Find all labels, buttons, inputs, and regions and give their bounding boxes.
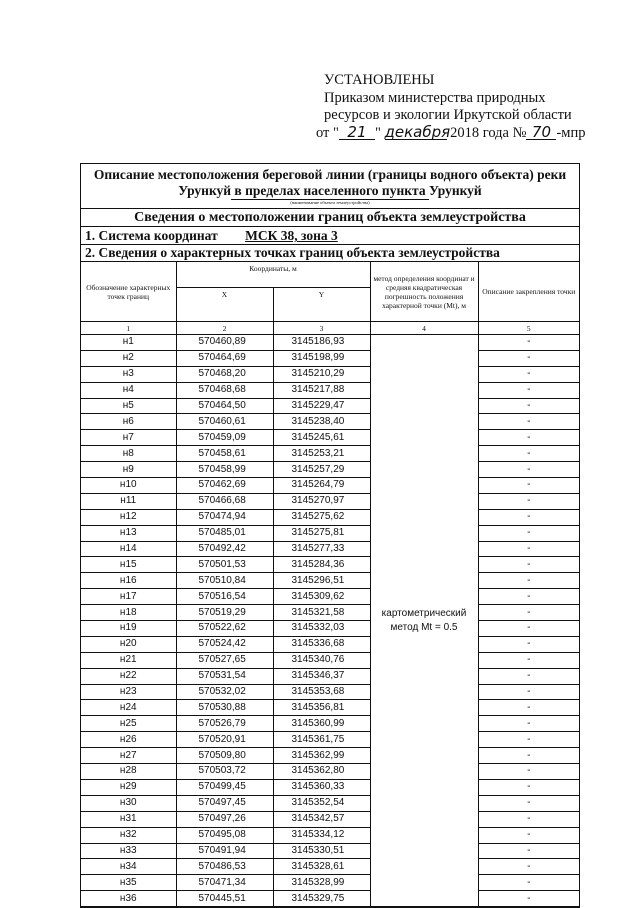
coord-x: 570531,54 <box>176 668 273 684</box>
approval-date-line <box>316 122 616 143</box>
coord-y: 3145275,81 <box>273 525 370 541</box>
fixing-value: - <box>478 700 579 716</box>
table-row <box>81 509 579 525</box>
col-number-4: 4 <box>370 322 478 335</box>
point-id: н11 <box>81 493 176 509</box>
coord-y: 3145330,51 <box>273 843 370 859</box>
header-x: X <box>176 288 273 322</box>
fixing-value: - <box>478 875 579 891</box>
coord-y: 3145217,88 <box>273 382 370 398</box>
coord-y: 3145360,99 <box>273 716 370 732</box>
description-form <box>80 163 580 908</box>
col-number-1: 1 <box>81 322 176 335</box>
title-caption: (наименование объекта землеустройства) <box>231 199 429 206</box>
fixing-value: - <box>478 764 579 780</box>
coord-x: 570466,68 <box>176 493 273 509</box>
fixing-value: - <box>478 636 579 652</box>
table-row <box>81 525 579 541</box>
point-id: н29 <box>81 779 176 795</box>
table-row <box>81 414 579 430</box>
coord-x: 570460,61 <box>176 414 273 430</box>
points-title: 2. Сведения о характерных точках границ объекта землеустройства <box>81 244 579 261</box>
table-row <box>81 589 579 605</box>
fixing-value: - <box>478 811 579 827</box>
point-id: н22 <box>81 668 176 684</box>
approval-title: УСТАНОВЛЕНЫ <box>324 72 435 88</box>
coord-x: 570445,51 <box>176 891 273 907</box>
coord-x: 570468,68 <box>176 382 273 398</box>
coord-x: 570510,84 <box>176 573 273 589</box>
coord-y: 3145309,62 <box>273 589 370 605</box>
fixing-value: - <box>478 509 579 525</box>
fixing-value: - <box>478 478 579 494</box>
table-row <box>81 795 579 811</box>
coord-y: 3145353,68 <box>273 684 370 700</box>
coord-x: 570459,09 <box>176 430 273 446</box>
table-row <box>81 621 579 637</box>
coord-y: 3145362,99 <box>273 748 370 764</box>
coord-y: 3145340,76 <box>273 652 370 668</box>
approval-line-order: Приказом министерства природных <box>324 89 546 106</box>
coord-y: 3145336,68 <box>273 636 370 652</box>
fixing-value: - <box>478 573 579 589</box>
coord-x: 570530,88 <box>176 700 273 716</box>
table-row <box>81 398 579 414</box>
point-id: н6 <box>81 414 176 430</box>
points-table <box>81 261 579 907</box>
fixing-value: - <box>478 668 579 684</box>
coord-y: 3145198,99 <box>273 350 370 366</box>
header-method: метод определения координат и средняя квадратическая погрешность положения характерной точки (Mt), м <box>370 262 478 322</box>
point-id: н1 <box>81 335 176 351</box>
point-id: н27 <box>81 748 176 764</box>
coord-y: 3145328,99 <box>273 875 370 891</box>
point-id: н32 <box>81 827 176 843</box>
point-id: н23 <box>81 684 176 700</box>
table-row <box>81 684 579 700</box>
fixing-value: - <box>478 398 579 414</box>
table-row <box>81 605 579 621</box>
coord-y: 3145264,79 <box>273 478 370 494</box>
coord-system-value: МСК 38, зона 3 <box>245 228 338 243</box>
table-row <box>81 700 579 716</box>
fixing-value: - <box>478 382 579 398</box>
table-row <box>81 859 579 875</box>
method-cell <box>370 335 478 907</box>
fixing-value: - <box>478 350 579 366</box>
coord-x: 570464,50 <box>176 398 273 414</box>
table-row <box>81 462 579 478</box>
table-row <box>81 382 579 398</box>
coord-y: 3145361,75 <box>273 732 370 748</box>
coord-x: 570458,61 <box>176 446 273 462</box>
point-id: н30 <box>81 795 176 811</box>
table-row <box>81 652 579 668</box>
fixing-value: - <box>478 541 579 557</box>
point-id: н14 <box>81 541 176 557</box>
point-id: н13 <box>81 525 176 541</box>
fixing-value: - <box>478 732 579 748</box>
coord-y: 3145352,54 <box>273 795 370 811</box>
document-title <box>81 164 579 199</box>
col-number-3: 3 <box>273 322 370 335</box>
table-row <box>81 811 579 827</box>
table-row <box>81 875 579 891</box>
coord-y: 3145270,97 <box>273 493 370 509</box>
point-id: н25 <box>81 716 176 732</box>
point-id: н28 <box>81 764 176 780</box>
point-id: н20 <box>81 636 176 652</box>
table-row <box>81 827 579 843</box>
coord-x: 570522,62 <box>176 621 273 637</box>
coord-y: 3145186,93 <box>273 335 370 351</box>
coord-y: 3145328,61 <box>273 859 370 875</box>
date-year: 2018 года № <box>450 124 527 141</box>
coord-y: 3145342,57 <box>273 811 370 827</box>
coord-x: 570468,20 <box>176 366 273 382</box>
fixing-value: - <box>478 827 579 843</box>
table-row <box>81 779 579 795</box>
date-month: декабря <box>384 122 451 141</box>
fixing-value: - <box>478 652 579 668</box>
fixing-value: - <box>478 430 579 446</box>
coord-y: 3145360,33 <box>273 779 370 795</box>
point-id: н26 <box>81 732 176 748</box>
section-title: Сведения о местоположении границ объекта землеустройства <box>81 208 579 226</box>
table-row <box>81 764 579 780</box>
point-id: н9 <box>81 462 176 478</box>
table-row <box>81 557 579 573</box>
order-suffix: -мпр <box>556 124 586 141</box>
point-id: н35 <box>81 875 176 891</box>
table-row <box>81 716 579 732</box>
point-id: н21 <box>81 652 176 668</box>
coord-y: 3145229,47 <box>273 398 370 414</box>
fixing-value: - <box>478 462 579 478</box>
coord-y: 3145329,75 <box>273 891 370 907</box>
table-row <box>81 748 579 764</box>
fixing-value: - <box>478 779 579 795</box>
coord-x: 570516,54 <box>176 589 273 605</box>
order-number: 70 <box>526 125 556 140</box>
point-id: н17 <box>81 589 176 605</box>
fixing-value: - <box>478 446 579 462</box>
table-row <box>81 732 579 748</box>
coord-system-label: 1. Система координат <box>85 228 218 243</box>
point-id: н34 <box>81 859 176 875</box>
fixing-value: - <box>478 716 579 732</box>
point-id: н2 <box>81 350 176 366</box>
point-id: н19 <box>81 621 176 637</box>
fixing-value: - <box>478 414 579 430</box>
table-row <box>81 636 579 652</box>
coord-x: 570460,89 <box>176 335 273 351</box>
header-coords: Координаты, м <box>176 262 370 288</box>
table-row <box>81 430 579 446</box>
date-prefix: от " <box>316 124 339 141</box>
coord-x: 570464,69 <box>176 350 273 366</box>
coord-y: 3145245,61 <box>273 430 370 446</box>
point-id: н33 <box>81 843 176 859</box>
table-row <box>81 335 579 351</box>
coord-y: 3145275,62 <box>273 509 370 525</box>
coord-x: 570524,42 <box>176 636 273 652</box>
fixing-value: - <box>478 525 579 541</box>
fixing-value: - <box>478 859 579 875</box>
fixing-value: - <box>478 843 579 859</box>
column-number-row <box>81 322 579 335</box>
coord-y: 3145346,37 <box>273 668 370 684</box>
coord-x: 570485,01 <box>176 525 273 541</box>
coord-x: 570519,29 <box>176 605 273 621</box>
fixing-value: - <box>478 557 579 573</box>
coord-x: 570462,69 <box>176 478 273 494</box>
method-line-1: картометрический <box>381 607 467 619</box>
fixing-value: - <box>478 366 579 382</box>
point-id: н24 <box>81 700 176 716</box>
point-id: н4 <box>81 382 176 398</box>
date-quote: " <box>374 124 381 141</box>
coord-y: 3145334,12 <box>273 827 370 843</box>
coord-x: 570532,02 <box>176 684 273 700</box>
point-id: н7 <box>81 430 176 446</box>
fixing-value: - <box>478 605 579 621</box>
table-row <box>81 891 579 907</box>
point-id: н10 <box>81 478 176 494</box>
coord-x: 570509,80 <box>176 748 273 764</box>
header-fixing: Описание закрепления точки <box>478 262 579 322</box>
point-id: н12 <box>81 509 176 525</box>
point-id: н3 <box>81 366 176 382</box>
title-line-1: Описание местоположения береговой линии (границы водного объекта) реки <box>93 167 567 182</box>
point-id: н8 <box>81 446 176 462</box>
method-line-2: метод Mt = 0.5 <box>390 621 458 633</box>
fixing-value: - <box>478 684 579 700</box>
coord-y: 3145356,81 <box>273 700 370 716</box>
coord-y: 3145284,36 <box>273 557 370 573</box>
coord-x: 570501,53 <box>176 557 273 573</box>
col-number-5: 5 <box>478 322 579 335</box>
coord-x: 570497,45 <box>176 795 273 811</box>
coord-x: 570491,94 <box>176 843 273 859</box>
fixing-value: - <box>478 795 579 811</box>
coord-x: 570503,72 <box>176 764 273 780</box>
point-id: н5 <box>81 398 176 414</box>
fixing-value: - <box>478 621 579 637</box>
title-line-2: Урункуй в пределах населенного пункта Урункуй <box>178 183 482 198</box>
coord-x: 570527,65 <box>176 652 273 668</box>
coord-y: 3145277,33 <box>273 541 370 557</box>
table-row <box>81 668 579 684</box>
coord-system-row <box>81 226 579 244</box>
coord-x: 570486,53 <box>176 859 273 875</box>
table-row <box>81 541 579 557</box>
point-id: н36 <box>81 891 176 907</box>
fixing-value: - <box>478 589 579 605</box>
approval-line-ministry: ресурсов и экологии Иркутской области <box>324 107 572 123</box>
coord-x: 570499,45 <box>176 779 273 795</box>
coord-x: 570458,99 <box>176 462 273 478</box>
coord-y: 3145321,58 <box>273 605 370 621</box>
approval-stamp <box>316 72 616 142</box>
fixing-value: - <box>478 748 579 764</box>
fixing-value: - <box>478 335 579 351</box>
coord-x: 570520,91 <box>176 732 273 748</box>
table-row <box>81 366 579 382</box>
coord-y: 3145253,21 <box>273 446 370 462</box>
point-id: н18 <box>81 605 176 621</box>
coord-x: 570474,94 <box>176 509 273 525</box>
coord-y: 3145257,29 <box>273 462 370 478</box>
table-row <box>81 446 579 462</box>
coord-y: 3145332,03 <box>273 621 370 637</box>
header-y: Y <box>273 288 370 322</box>
table-row <box>81 350 579 366</box>
point-id: н16 <box>81 573 176 589</box>
fixing-value: - <box>478 493 579 509</box>
coord-y: 3145210,29 <box>273 366 370 382</box>
header-point: Обозначение характерных точек границ <box>81 262 176 322</box>
table-row <box>81 843 579 859</box>
col-number-2: 2 <box>176 322 273 335</box>
coord-x: 570497,26 <box>176 811 273 827</box>
coord-y: 3145238,40 <box>273 414 370 430</box>
coord-x: 570495,08 <box>176 827 273 843</box>
coord-x: 570526,79 <box>176 716 273 732</box>
table-row <box>81 478 579 494</box>
coord-x: 570492,42 <box>176 541 273 557</box>
fixing-value: - <box>478 891 579 907</box>
point-id: н15 <box>81 557 176 573</box>
point-id: н31 <box>81 811 176 827</box>
coord-y: 3145362,80 <box>273 764 370 780</box>
table-row <box>81 493 579 509</box>
coord-y: 3145296,51 <box>273 573 370 589</box>
coord-x: 570471,34 <box>176 875 273 891</box>
date-day: 21 <box>339 125 375 140</box>
table-row <box>81 573 579 589</box>
